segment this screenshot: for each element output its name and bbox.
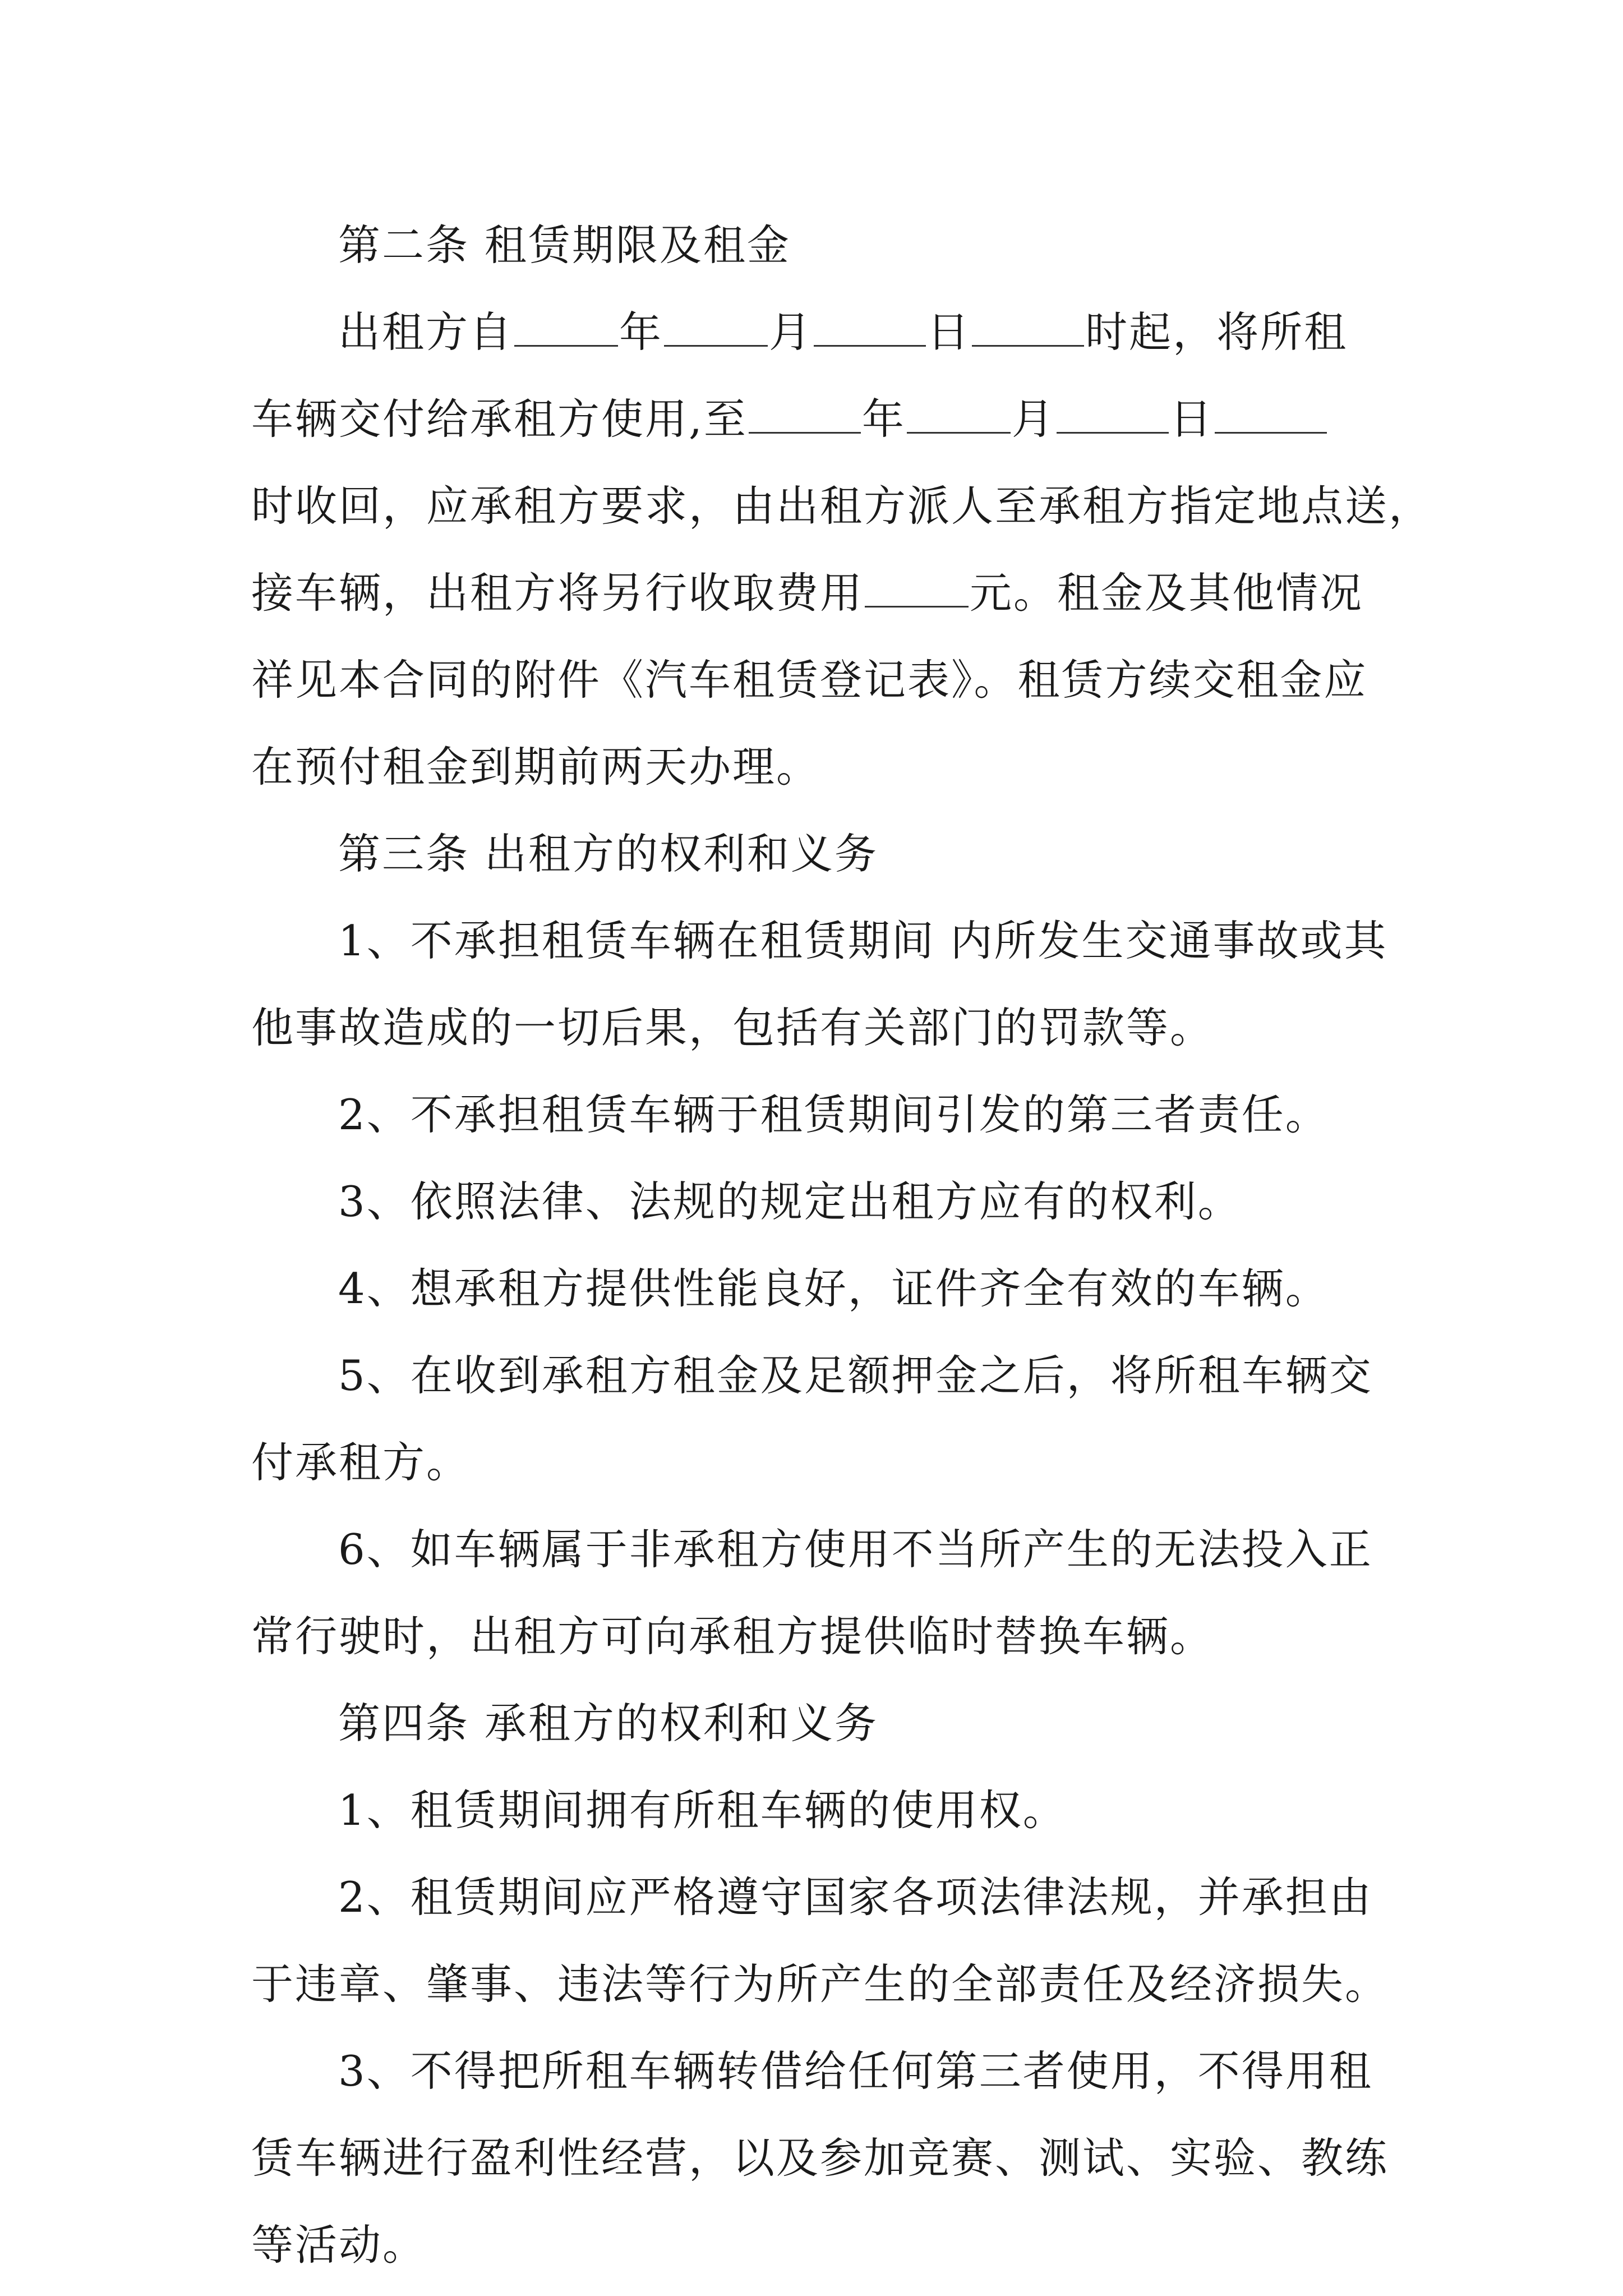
article-4-item-1: 1、租赁期间拥有所租车辆的使用权。 <box>338 1786 1067 1835</box>
article-4-item-2: 2、租赁期间应严格遵守国家各项法律法规，并承担由 <box>338 1872 1373 1922</box>
text-segment: 日 <box>1169 394 1214 444</box>
article-3-item-5: 5、在收到承租方租金及足额押金之后，将所租车辆交 <box>338 1351 1373 1400</box>
blank-fee-amount[interactable] <box>865 568 969 608</box>
article-2-paragraph-line <box>251 550 1384 637</box>
text-segment: 月 <box>1011 394 1055 444</box>
article-3-item-4: 4、想承租方提供性能良好，证件齐全有效的车辆。 <box>338 1264 1329 1313</box>
article-3-item-1-cont: 他事故造成的一切后果，包括有关部门的罚款等。 <box>251 1003 1214 1052</box>
article-3-item-3: 3、依照法律、法规的规定出租方应有的权利。 <box>338 1177 1242 1226</box>
text-segment: 时起，将所租 <box>1085 307 1348 357</box>
text-segment: 出租方自 <box>338 307 514 357</box>
blank-hour-start[interactable] <box>972 307 1084 347</box>
article-4-heading: 第四条 承租方的权利和义务 <box>338 1699 878 1748</box>
article-2-heading: 第二条 租赁期限及租金 <box>338 220 791 270</box>
article-3-item-5-cont: 付承租方。 <box>251 1438 471 1487</box>
blank-hour-end[interactable] <box>1215 394 1327 434</box>
blank-day-start[interactable] <box>814 307 926 347</box>
article-3-item-6: 6、如车辆属于非承租方使用不当所产生的无法投入正 <box>338 1525 1373 1574</box>
text-segment: 年 <box>861 394 906 444</box>
text-segment: 年 <box>619 307 663 357</box>
text-segment: 接车辆，出租方将另行收取费用 <box>251 568 864 618</box>
article-2-paragraph-line: 在预付租金到期前两天办理。 <box>251 742 820 792</box>
article-3-item-6-cont: 常行驶时，出租方可向承租方提供临时替换车辆。 <box>251 1612 1214 1661</box>
article-4-item-3-cont: 等活动。 <box>251 2220 427 2270</box>
article-2-paragraph-line <box>251 376 1384 463</box>
blank-month-start[interactable] <box>664 307 768 347</box>
article-4-item-3-cont: 赁车辆进行盈利性经营，以及参加竞赛、测试、实验、教练 <box>251 2133 1389 2183</box>
article-2-paragraph-line: 时收回，应承租方要求，由出租方派人至承租方指定地点送， <box>251 481 1433 531</box>
blank-day-end[interactable] <box>1057 394 1169 434</box>
text-segment: 日 <box>927 307 971 357</box>
blank-year-start[interactable] <box>514 307 618 347</box>
article-3-item-2: 2、不承担租赁车辆于租赁期间引发的第三者责任。 <box>338 1090 1329 1139</box>
blank-year-end[interactable] <box>749 394 861 434</box>
text-segment: 月 <box>769 307 813 357</box>
text-segment: 车辆交付给承租方使用,至 <box>251 394 748 444</box>
article-3-heading: 第三条 出租方的权利和义务 <box>338 829 878 878</box>
article-2-paragraph-line: 祥见本合同的附件《汽车租赁登记表》。租赁方续交租金应 <box>251 655 1368 705</box>
article-2-paragraph-line <box>251 289 1384 376</box>
text-segment: 元。租金及其他情况 <box>970 568 1364 618</box>
blank-month-end[interactable] <box>907 394 1011 434</box>
article-3-item-1: 1、不承担租赁车辆在租赁期间 内所发生交通事故或其 <box>338 916 1388 965</box>
article-4-item-2-cont: 于违章、肇事、违法等行为所产生的全部责任及经济损失。 <box>251 1959 1389 2009</box>
document-page <box>251 202 1433 2289</box>
article-4-item-3: 3、不得把所租车辆转借给任何第三者使用，不得用租 <box>338 2046 1373 2096</box>
